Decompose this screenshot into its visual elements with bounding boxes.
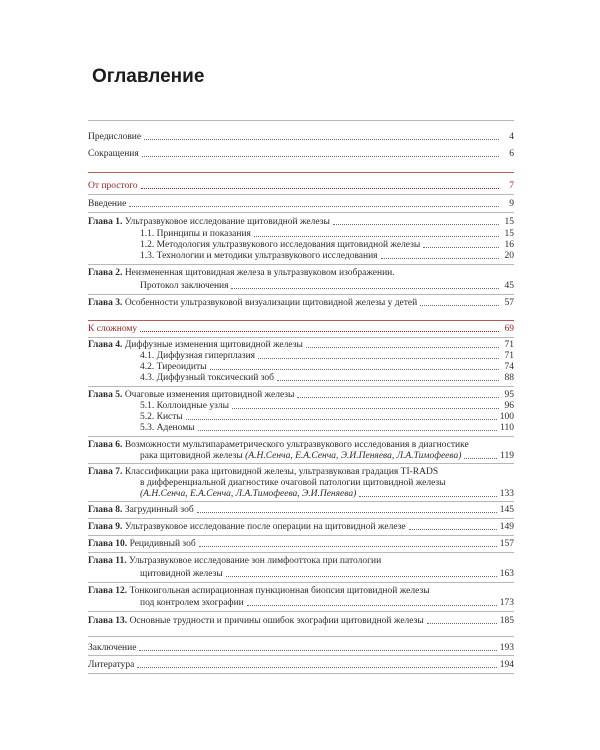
chapter-prefix: Глава 6. — [88, 440, 123, 450]
dot-leader — [247, 604, 497, 606]
toc-page-number: 194 — [499, 660, 514, 670]
page-title: Оглавление — [92, 66, 205, 87]
section-divider — [88, 120, 514, 121]
toc-chapter-12-continued[interactable] — [140, 596, 514, 609]
toc-page-number: 6 — [509, 149, 514, 159]
dot-leader — [381, 257, 499, 259]
dot-leader — [137, 666, 496, 668]
toc-page-number: 15 — [504, 229, 514, 239]
toc-page-number: 157 — [499, 539, 514, 549]
dot-leader — [199, 545, 497, 547]
toc-page-number: 145 — [499, 505, 514, 515]
toc-chapter-2-continued[interactable] — [140, 279, 514, 292]
chapter-title: Загрудинный зоб — [122, 505, 194, 515]
toc-entry-conclusion[interactable] — [88, 641, 514, 654]
toc-part-simple[interactable] — [88, 179, 514, 192]
chapter-prefix: Глава 11. — [88, 556, 127, 566]
chapter-prefix: Глава 1. — [88, 217, 123, 227]
section-divider — [88, 320, 514, 321]
dot-leader — [409, 528, 497, 530]
toc-entry-title: 5.3. Аденомы — [140, 423, 195, 433]
toc-entry-title: щитовидной железы — [140, 569, 223, 579]
toc-chapter-10[interactable] — [88, 537, 514, 550]
toc-page-number: 119 — [500, 451, 514, 461]
toc-entry-title: 1.2. Методология ультразвукового исследования щитовидной железы — [140, 240, 421, 250]
toc-page-number: 4 — [509, 132, 514, 142]
chapter-authors: (А.Н.Сенча, Е.А.Сенча, Л.А.Тимофеева, Э.И.Пеняева) — [140, 489, 357, 499]
toc-subsection[interactable] — [140, 249, 514, 262]
chapter-prefix: Глава 7. — [88, 467, 123, 477]
toc-page-number: 16 — [504, 240, 514, 250]
toc-page-number: 71 — [504, 340, 514, 350]
dot-leader — [297, 396, 499, 398]
chapter-title: Тонкоигольная аспирационная пункционная биопсия щитовидной железы — [127, 586, 430, 596]
toc-page-number: 163 — [499, 569, 514, 579]
section-divider — [88, 535, 514, 536]
chapter-title: Неизмененная щитовидная железа в ультразвуковом изображении. — [122, 268, 395, 278]
chapter-title: Возможности мультипараметрического ультразвукового исследования в диагностике — [122, 440, 469, 450]
dot-leader — [420, 304, 499, 306]
section-divider — [88, 673, 514, 674]
toc-page-number: 88 — [504, 373, 514, 383]
section-divider — [88, 501, 514, 502]
dot-leader — [306, 346, 499, 348]
chapter-prefix: Глава 10. — [88, 539, 128, 549]
toc-page-number: 74 — [504, 362, 514, 372]
chapter-title: Ультразвуковое исследование зон лимфооттока при патологии — [126, 556, 382, 566]
toc-entry-literature[interactable] — [88, 658, 514, 671]
toc-page-number: 45 — [504, 281, 514, 291]
toc-entry-title: 5.2. Кисты — [140, 412, 183, 422]
dot-leader — [427, 622, 497, 624]
toc-chapter-9[interactable] — [88, 520, 514, 533]
toc-entry-title — [88, 297, 417, 309]
toc-page-number: 193 — [499, 643, 514, 653]
chapter-prefix: Глава 4. — [88, 340, 123, 350]
toc-entry-title: в дифференциальной диагностике очаговой патологии щитовидной железы — [140, 478, 446, 488]
chapter-prefix: Глава 5. — [88, 390, 123, 400]
section-divider — [88, 436, 514, 437]
toc-page-number: 95 — [504, 390, 514, 400]
toc-page-number: 7 — [509, 181, 514, 191]
chapter-prefix: Глава 12. — [88, 586, 128, 596]
toc-entry-title: Введение — [88, 199, 127, 209]
section-divider — [88, 194, 514, 195]
toc-page-number: 15 — [504, 217, 514, 227]
chapter-title: Ультразвуковое исследование после операции на щитовидной железе — [122, 522, 406, 532]
toc-entry-title: Сокращения — [88, 149, 139, 159]
chapter-title: Диффузные изменения щитовидной железы — [122, 340, 303, 350]
dot-leader — [210, 368, 499, 370]
toc-entry-introduction[interactable] — [88, 197, 514, 210]
dot-leader — [140, 330, 499, 332]
toc-page-number: 71 — [504, 351, 514, 361]
toc-chapter-6-continued[interactable] — [140, 449, 514, 462]
toc-page-number: 57 — [504, 298, 514, 308]
section-divider — [88, 582, 514, 583]
dot-leader — [139, 649, 496, 651]
toc-entry-title — [88, 555, 381, 567]
toc-part-title: К сложному — [88, 324, 138, 334]
section-divider — [88, 264, 514, 265]
dot-leader — [231, 287, 499, 289]
toc-page-number: 173 — [499, 598, 514, 608]
toc-part-complex[interactable] — [88, 322, 514, 335]
dot-leader — [129, 205, 499, 207]
dot-leader — [198, 429, 498, 431]
chapter-title: рака щитовидной железы — [140, 451, 246, 461]
toc-chapter-8[interactable] — [88, 503, 514, 516]
section-divider — [88, 172, 514, 173]
section-divider — [88, 611, 514, 612]
dot-leader — [277, 379, 499, 381]
chapter-prefix: Глава 3. — [88, 298, 123, 308]
toc-chapter-11[interactable] — [88, 554, 514, 567]
toc-chapter-7-authors[interactable] — [140, 487, 514, 500]
toc-entry-title: Протокол заключения — [140, 281, 229, 291]
toc-page-number: 133 — [499, 489, 514, 499]
chapter-prefix: Глава 8. — [88, 505, 123, 515]
toc-entry-title: Заключение — [88, 643, 137, 653]
dot-leader — [232, 407, 499, 409]
chapter-title: Основные трудности и причины ошибок эхографии щитовидной железы — [127, 616, 424, 626]
chapter-title: Рецидивный зоб — [127, 539, 196, 549]
dot-leader — [359, 495, 497, 497]
chapter-title: Классификации рака щитовидной железы, ультразвуковая градация TI-RADS — [122, 467, 439, 477]
dot-leader — [186, 418, 497, 420]
toc-entry-title: 5.1. Коллоидные узлы — [140, 401, 229, 411]
toc-page-number: 69 — [504, 324, 514, 334]
section-divider — [88, 655, 514, 656]
chapter-authors: (А.Н.Сенча, Е.А.Сенча, Э.И.Пеняева, Л.А.Тимофеева) — [245, 451, 462, 461]
toc-page-number: 20 — [504, 251, 514, 261]
toc-subsection[interactable] — [140, 421, 514, 434]
toc-entry-title: 4.3. Диффузный токсический зоб — [140, 373, 274, 383]
dot-leader — [254, 235, 499, 237]
dot-leader — [142, 155, 499, 157]
section-divider — [88, 463, 514, 464]
section-divider — [88, 636, 514, 637]
toc-entry-title — [140, 488, 356, 500]
chapter-title: Особенности ультразвуковой визуализации щитовидной железы у детей — [122, 298, 418, 308]
toc-entry-title — [88, 504, 194, 516]
toc-page-number: 185 — [499, 616, 514, 626]
dot-leader — [144, 138, 499, 140]
toc-page-number: 149 — [499, 522, 514, 532]
section-divider — [88, 386, 514, 387]
toc-entry-title: Предисловие — [88, 132, 142, 142]
section-divider — [88, 212, 514, 213]
toc-entry-title — [88, 521, 406, 533]
dot-leader — [333, 223, 499, 225]
chapter-prefix: Глава 2. — [88, 268, 123, 278]
toc-entry-title — [88, 538, 196, 550]
section-divider — [88, 552, 514, 553]
toc-entry-abbreviations[interactable] — [88, 147, 514, 160]
toc-entry-title: 1.3. Технологии и методики ультразвукового исследования — [140, 251, 378, 261]
dot-leader — [464, 457, 497, 459]
toc-entry-title: 1.1. Принципы и показания — [140, 229, 251, 239]
chapter-prefix: Глава 9. — [88, 522, 123, 532]
dot-leader — [197, 511, 497, 513]
section-divider — [88, 294, 514, 295]
toc-chapter-2[interactable] — [88, 266, 514, 279]
toc-page-number: 9 — [509, 199, 514, 209]
toc-entry-title — [88, 267, 395, 279]
chapter-title: Очаговые изменения щитовидной железы — [122, 390, 295, 400]
toc-entry-title: 4.2. Тиреоидиты — [140, 362, 207, 372]
dot-leader — [226, 575, 497, 577]
toc-entry-title — [140, 450, 461, 462]
chapter-title: Ультразвуковое исследование щитовидной железы — [122, 217, 330, 227]
toc-entry-title: Литература — [88, 660, 135, 670]
toc-chapter-13[interactable] — [88, 614, 514, 627]
toc-subsection[interactable] — [140, 371, 514, 384]
dot-leader — [141, 187, 499, 189]
toc-entry-title — [88, 615, 424, 627]
toc-chapter-11-continued[interactable] — [140, 567, 514, 580]
toc-part-title: От простого — [88, 181, 138, 191]
chapter-prefix: Глава 13. — [88, 616, 128, 626]
section-divider — [88, 518, 514, 519]
toc-chapter-3[interactable] — [88, 296, 514, 309]
toc-page-number: 96 — [504, 401, 514, 411]
toc-entry-title: 4.1. Диффузная гиперплазия — [140, 351, 256, 361]
toc-page-number: 100 — [499, 412, 514, 422]
toc-entry-preface[interactable] — [88, 130, 514, 143]
dot-leader — [258, 357, 499, 359]
dot-leader — [423, 246, 499, 248]
toc-page-number: 110 — [500, 423, 514, 433]
toc-entry-title: под контролем эхографии — [140, 598, 244, 608]
